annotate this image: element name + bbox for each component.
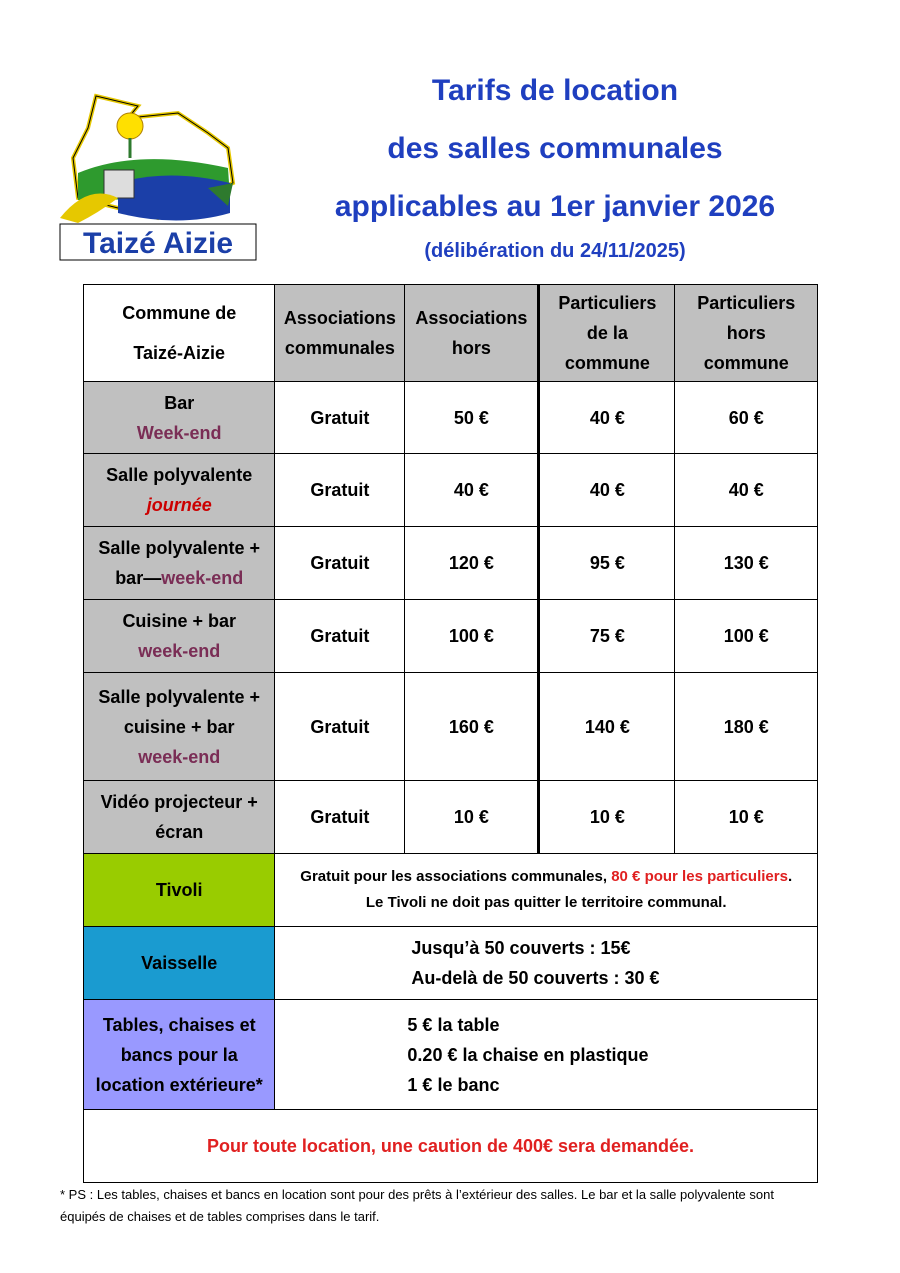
row-label	[84, 600, 275, 673]
row-name: Salle polyvalente +	[98, 686, 260, 707]
tables-row	[84, 1000, 818, 1110]
cell-assoc-hors: 10 €	[405, 781, 539, 854]
cell-part-hors: 100 €	[675, 600, 818, 673]
table-row	[84, 600, 818, 673]
row-name: Cuisine + bar	[122, 611, 236, 631]
title-line-2: des salles communales	[387, 132, 723, 165]
header-commune-line1: Commune de	[122, 303, 237, 323]
header-assoc-hors: Associations hors	[405, 285, 539, 382]
cell-assoc-comm: Gratuit	[275, 673, 405, 781]
cell-part-comm: 40 €	[539, 454, 675, 527]
vaisselle-line-2: Au-delà de 50 couverts : 30 €	[411, 968, 660, 988]
cell-part-comm: 10 €	[539, 781, 675, 854]
tivoli-row	[84, 854, 818, 927]
vaisselle-row	[84, 927, 818, 1000]
table-row	[84, 527, 818, 600]
cell-assoc-comm: Gratuit	[275, 781, 405, 854]
row-name-2: écran	[155, 822, 204, 842]
table-row	[84, 382, 818, 454]
svg-text:Taizé Aizie: Taizé Aizie	[82, 227, 234, 260]
header-part-commune: Particuliers de la commune	[539, 285, 675, 382]
row-sub: week-end	[161, 568, 244, 588]
row-name-2	[84, 563, 274, 593]
tariff-table	[83, 284, 818, 1183]
tivoli-price: 80 € pour les particuliers	[611, 868, 788, 885]
row-name-2: cuisine + bar	[123, 716, 235, 737]
caution-text: Pour toute location, une caution de 400€ sera demandée.	[84, 1110, 818, 1183]
header-commune	[84, 285, 275, 382]
header-part-hors: Particuliers hors commune	[675, 285, 818, 382]
row-name: Vidéo projecteur +	[100, 792, 258, 812]
tivoli-label: Tivoli	[84, 854, 275, 927]
cell-assoc-hors: 50 €	[405, 382, 539, 454]
title-line-1: Tarifs de location	[431, 74, 679, 107]
cell-assoc-comm: Gratuit	[275, 600, 405, 673]
taize-aizie-logo	[58, 88, 258, 263]
row-label	[84, 382, 275, 454]
row-name-2-text: bar—	[115, 568, 162, 588]
cell-part-comm: 140 €	[539, 673, 675, 781]
cell-assoc-hors: 100 €	[405, 600, 539, 673]
row-label	[84, 781, 275, 854]
tables-label-3: location extérieure*	[95, 1074, 263, 1095]
tables-line-3: 1 € le banc	[407, 1074, 500, 1095]
cell-part-comm: 75 €	[539, 600, 675, 673]
row-name: Salle polyvalente +	[98, 538, 260, 558]
cell-assoc-hors: 40 €	[405, 454, 539, 527]
cell-part-hors: 180 €	[675, 673, 818, 781]
vaisselle-label: Vaisselle	[84, 927, 275, 1000]
cell-part-comm: 40 €	[539, 382, 675, 454]
tivoli-text-1: Gratuit pour les associations communales,	[300, 868, 612, 885]
title-line-3: applicables au 1er janvier 2026	[334, 190, 776, 223]
table-row	[84, 454, 818, 527]
caution-row	[84, 1110, 818, 1183]
cell-part-comm: 95 €	[539, 527, 675, 600]
table-row	[84, 781, 818, 854]
row-sub: week-end	[138, 641, 221, 661]
tivoli-line-1	[275, 864, 817, 890]
cell-assoc-hors: 120 €	[405, 527, 539, 600]
row-sub: week-end	[138, 746, 221, 767]
subtitle: (délibération du 24/11/2025)	[424, 240, 686, 262]
tables-line-1: 5 € la table	[407, 1014, 500, 1035]
footnote: * PS : Les tables, chaises et bancs en location sont pour des prêts à l’extérieur des salles. Le bar et la salle polyvalente sont équipés de chaises et de tables comprises dans le tarif.	[60, 1187, 774, 1224]
tables-label-1: Tables, chaises et	[102, 1014, 256, 1035]
cell-part-hors: 10 €	[675, 781, 818, 854]
row-sub: journée	[146, 495, 212, 515]
tables-line-2: 0.20 € la chaise en plastique	[407, 1044, 649, 1065]
row-label	[84, 527, 275, 600]
row-label	[84, 673, 275, 781]
tables-label	[84, 1000, 275, 1110]
row-sub: Week-end	[136, 422, 222, 443]
row-name: Salle polyvalente	[106, 465, 253, 485]
cell-part-hors: 40 €	[675, 454, 818, 527]
cell-part-hors: 130 €	[675, 527, 818, 600]
row-label	[84, 454, 275, 527]
tivoli-text-end: .	[787, 868, 793, 885]
cell-assoc-comm: Gratuit	[275, 527, 405, 600]
cell-assoc-comm: Gratuit	[275, 454, 405, 527]
header-assoc-communales: Associations communales	[275, 285, 405, 382]
header-row	[84, 285, 818, 382]
vaisselle-line-1: Jusqu’à 50 couverts : 15€	[411, 938, 631, 958]
cell-assoc-hors: 160 €	[405, 673, 539, 781]
header-commune-line2: Taizé-Aizie	[133, 343, 226, 363]
table-row	[84, 673, 818, 781]
tivoli-info	[275, 854, 818, 927]
cell-assoc-comm: Gratuit	[275, 382, 405, 454]
tables-info	[275, 1000, 818, 1110]
cell-part-hors: 60 €	[675, 382, 818, 454]
row-name: Bar	[164, 392, 195, 413]
title-block	[300, 62, 810, 263]
tivoli-line-2: Le Tivoli ne doit pas quitter le territoire communal.	[365, 894, 727, 911]
tables-label-2: bancs pour la	[120, 1044, 238, 1065]
vaisselle-info	[275, 927, 818, 1000]
